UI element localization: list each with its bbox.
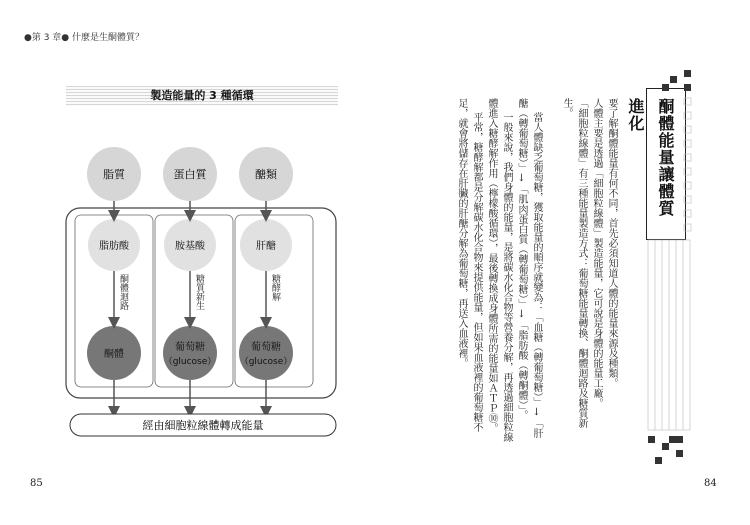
source-label: 醣類 (255, 168, 277, 181)
body-column: 醣（轉葡萄糖）」↓「肌肉蛋白質（轉葡萄糖）」↓「脂肪酸（轉酮體）」。 (516, 98, 527, 420)
body-column: 生。 (561, 98, 572, 118)
body-column: 體進入糖酵解作用（檸檬酸循環），最後轉換成身體所需的能量如ＡＴＰ⑩。 (486, 98, 497, 433)
product-sublabel: （glucose） (163, 357, 217, 367)
product-label: 葡萄糖 (175, 342, 205, 353)
source-label: 蛋白質 (173, 168, 207, 181)
body-column: 一般來說，我們身體的能量，是將碳水化合物等營養分解，再透過細胞粒線 (501, 112, 512, 442)
page-number-left: 85 (30, 478, 43, 489)
running-header: ●第 3 章● 什麼是生酮體質？ (24, 33, 145, 43)
pathway-label: 酮體迴路 (118, 274, 128, 310)
body-column: 平常，糖酵解都是分解碳水化合物來提供能量，但如果血液裡的葡萄糖不 (471, 112, 482, 432)
pathway-label: 糖質新生 (194, 274, 204, 310)
product-sublabel: （glucose） (239, 357, 293, 367)
page-number-right: 84 (704, 478, 717, 489)
intermediate-label: 脂肪酸 (99, 241, 129, 252)
body-column: 當人體缺乏葡萄糖，獲取能量的順序就變為：「血糖（轉葡萄糖）」↓「肝 (531, 112, 542, 438)
body-column: 足，就會將儲存在肝臟的肝醣分解為葡萄糖，再送入血液裡。 (456, 98, 467, 368)
body-column: 要了解酮體能量有何不同，首先必須知道人體的能量來源及種類。 (606, 98, 617, 388)
section-heading: 酮體能量讓體質進化 (626, 98, 675, 217)
body-column: 人體主要是透過「細胞粒線體」製造能量，它可說是身體的能量工廠。 (591, 98, 602, 408)
intermediate-label: 肝醣 (256, 241, 276, 252)
intermediate-label: 胺基酸 (175, 241, 205, 252)
result-label: 經由細胞粒線體轉成能量 (142, 419, 264, 432)
body-column: 「細胞粒線體」有三種能量製造方式：葡萄糖能量轉換、酮體迴路及糖質新 (576, 98, 587, 428)
source-label: 脂質 (103, 168, 125, 181)
pathway-label: 糖酵解 (270, 274, 280, 301)
figure-title: 製造能量的 3 種循環 (150, 89, 254, 102)
product-label: 酮體 (104, 349, 124, 360)
product-label: 葡萄糖 (251, 342, 281, 353)
